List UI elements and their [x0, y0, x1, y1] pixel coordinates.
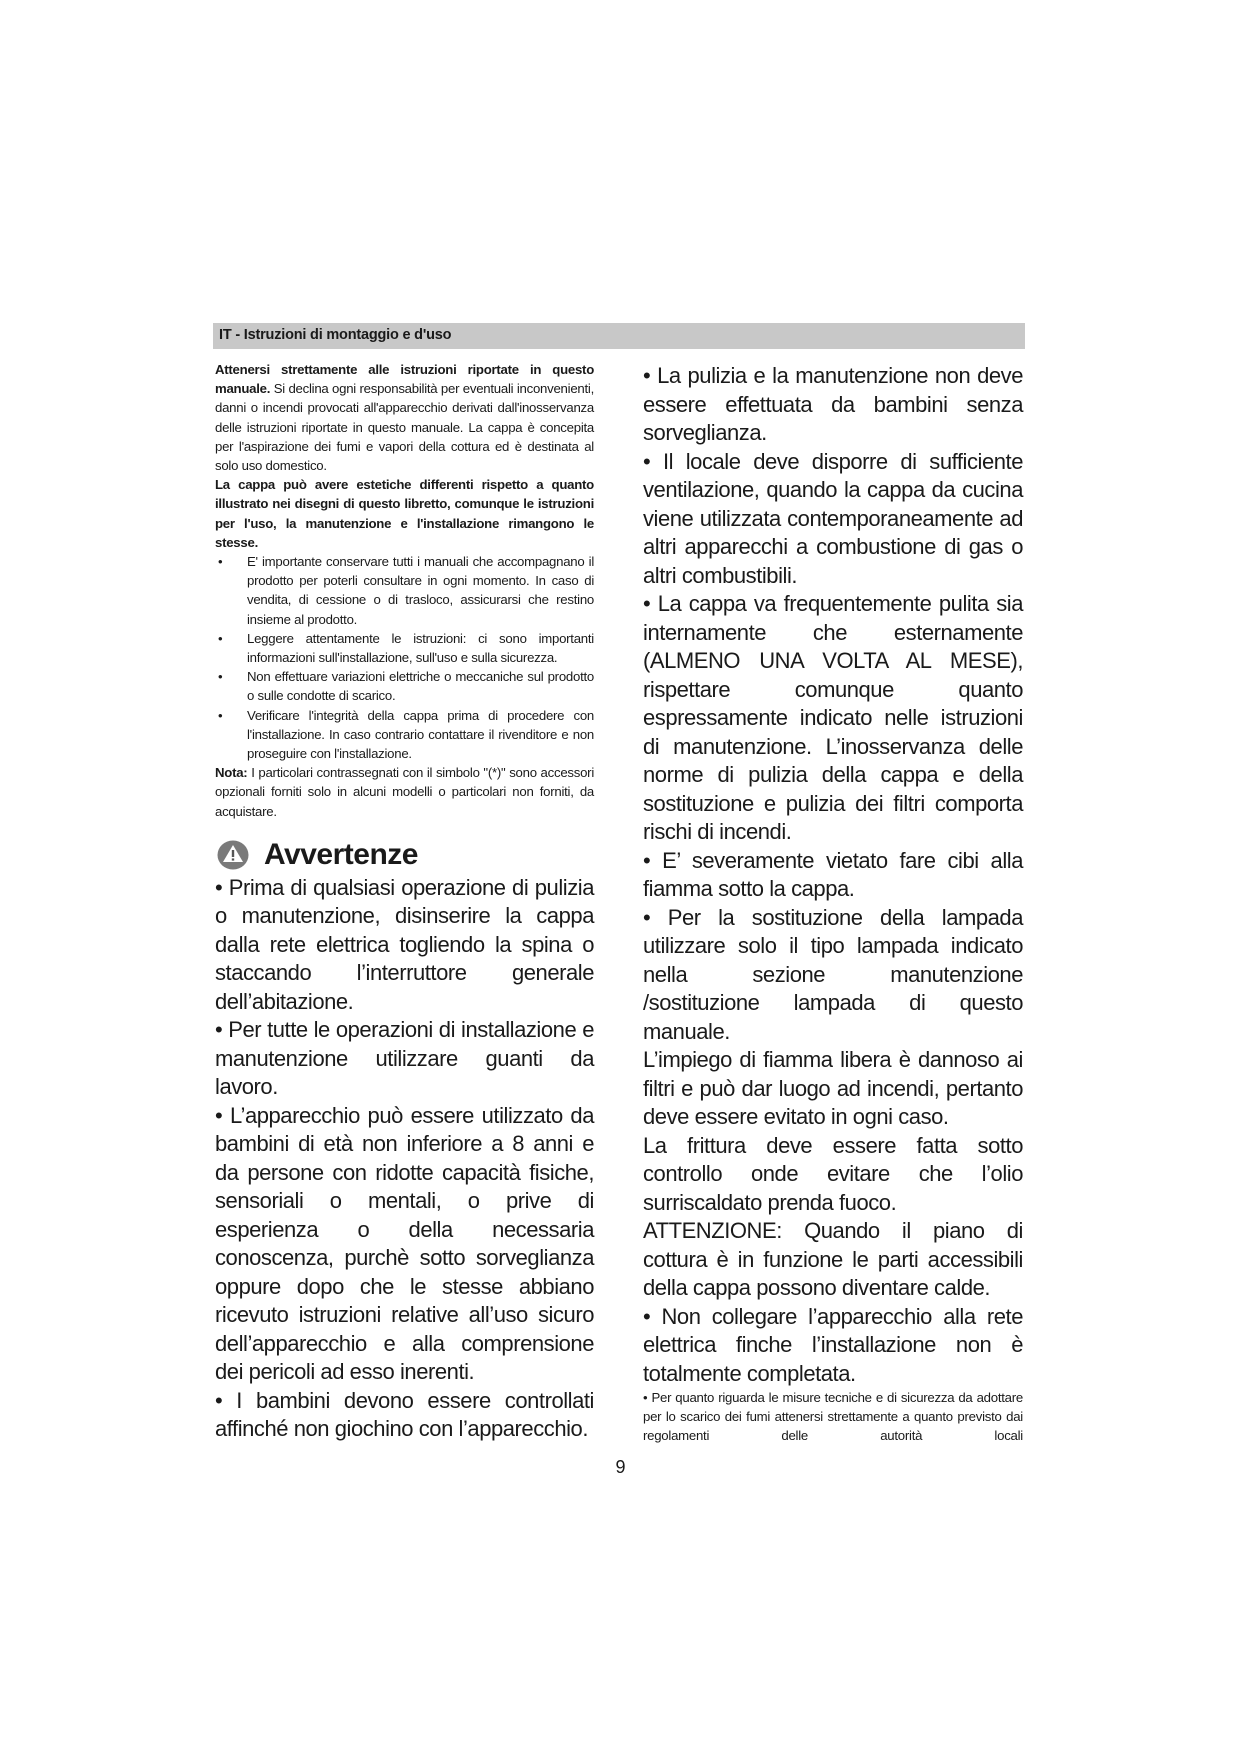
- warning-paragraph: L’impiego di fiamma libera è dannoso ai filtri e può dar luogo ad incendi, pertanto deve essere evitato in ogni caso.: [643, 1047, 1023, 1129]
- list-item: • Verificare l'integrità della cappa prima di procedere con l'installazione. In caso contrario contattare il rivenditore e non proseguire con l'installazione.: [215, 706, 594, 764]
- warnings-heading: [215, 836, 594, 874]
- warning-paragraph: • E’ severamente vietato fare cibi alla fiamma sotto la cappa.: [643, 847, 1023, 901]
- section-title: IT - Istruzioni di montaggio e d'uso: [219, 327, 452, 343]
- intro-bold: Attenersi strettamente alle istruzioni riportate in questo manuale.: [215, 362, 594, 397]
- instruction-list: [215, 552, 594, 763]
- warning-paragraph: • Per la sostituzione della lampada utilizzare solo il tipo lampada indicato nella sezione manutenzione /sostituzione lampada di questo manuale.: [643, 904, 1023, 1044]
- warning-paragraph: ATTENZIONE: Quando il piano di cottura è in funzione le parti accessibili della cappa possono diventare calde.: [643, 1218, 1023, 1300]
- list-item: • Non effettuare variazioni elettriche o meccaniche sul prodotto o sulle condotte di scarico.: [215, 667, 594, 705]
- warning-paragraph: • I bambini devono essere controllati affinché non giochino con l’apparecchio.: [215, 1387, 594, 1442]
- left-column: [215, 360, 594, 1444]
- warning-paragraph: • Non collegare l’apparecchio alla rete elettrica finche l’installazione non è totalmente completata.: [643, 1303, 1023, 1386]
- warning-paragraph: La frittura deve essere fatta sotto controllo onde evitare che l’olio surriscaldato prenda fuoco.: [643, 1132, 1023, 1215]
- warning-paragraph: • La cappa va frequentemente pulita sia internamente che esternamente (ALMENO UNA VOLTA AL MESE), rispettare comunque quanto espressamente indicato nelle istruzioni di manutenzione. L’inosservanza delle norme di pulizia della cappa e della sostituzione e pulizia dei filtri comporta rischi di incendi.: [643, 591, 1023, 844]
- fume-regulation-note: • Per quanto riguarda le misure tecniche e di sicurezza da adottare per lo scarico dei fumi attenersi strettamente a quanto previsto dai regolamenti delle autorità locali: [643, 1390, 1023, 1444]
- note-paragraph: [215, 763, 594, 821]
- warning-icon: [217, 840, 249, 870]
- design-notice: [215, 475, 594, 552]
- warning-paragraph: • La pulizia e la manutenzione non deve essere effettuata da bambini senza sorveglianza.: [643, 363, 1023, 445]
- page-number: 9: [615, 1457, 626, 1477]
- intro-paragraph: [215, 360, 594, 475]
- list-item: • E' importante conservare tutti i manuali che accompagnano il prodotto per poterli consultare in ogni momento. In caso di vendita, di cessione o di trasloco, assicurarsi che restino insieme al prodotto.: [215, 552, 594, 629]
- warning-paragraph: • Il locale deve disporre di sufficiente ventilazione, quando la cappa da cucina viene utilizzata contemporaneamente ad altri apparecchi a combustione di gas o altri combustibili.: [643, 448, 1023, 588]
- right-column: [643, 362, 1023, 1446]
- warning-paragraph: • Per tutte le operazioni di installazione e manutenzione utilizzare guanti da lavoro.: [215, 1017, 594, 1100]
- note-text: I particolari contrassegnati con il simbolo "(*)" sono accessori opzionali forniti solo in alcuni modelli o particolari non forniti, da acquistare.: [215, 765, 594, 819]
- design-notice-text: La cappa può avere estetiche differenti rispetto a quanto illustrato nei disegni di questo libretto, comunque le istruzioni per l'uso, la manutenzione e l'installazione rimangono le stesse.: [215, 477, 594, 550]
- warnings-title: Avvertenze: [264, 837, 418, 871]
- warning-paragraph: • L’apparecchio può essere utilizzato da bambini di età non inferiore a 8 anni e da persone con ridotte capacità fisiche, sensoriali o mentali, o prive di esperienza o della necessaria conoscenza, purchè sotto sorveglianza oppure dopo che le stesse abbiano ricevuto istruzioni relative all’uso sicuro dell’apparecchio e alla comprensione dei pericoli ad esso inerenti.: [215, 1102, 594, 1385]
- intro-text: Si declina ogni responsabilità per eventuali inconvenienti, danni o incendi provocati all'apparecchio derivati dall'inosservanza delle istruzioni riportate in questo manuale. La cappa è concepita per l'aspirazione dei fumi e vapori della cottura ed è destinata al solo uso domestico.: [215, 381, 594, 474]
- warning-paragraph: • Prima di qualsiasi operazione di pulizia o manutenzione, disinserire la cappa dalla rete elettrica togliendo la spina o staccando l’interruttore generale dell’abitazione.: [215, 874, 594, 1014]
- section-header-bar: [213, 323, 1025, 349]
- list-item: • Leggere attentamente le istruzioni: ci sono importanti informazioni sull'installazione, sull'uso e sulla sicurezza.: [215, 629, 594, 667]
- note-label: Nota:: [215, 765, 248, 781]
